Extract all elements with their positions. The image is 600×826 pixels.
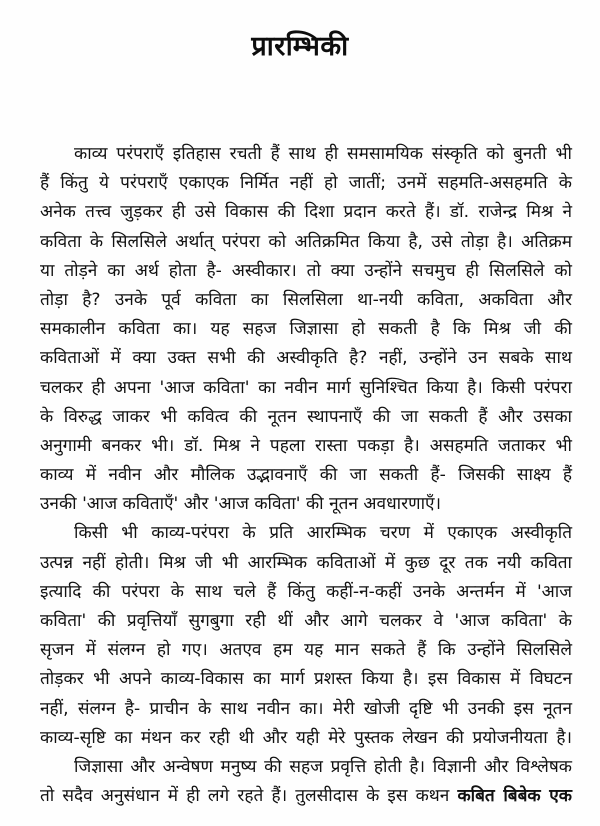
text-line: तोड़कर भी अपने काव्य-विकास का मार्ग प्रशस्त किया है। इस विकास में विघटन [40,669,572,690]
text-line: नहीं, संलग्न है- प्राचीन के साथ नवीन का। मेरी खोजी दृष्टि भी उनकी इस नूतन [40,698,572,719]
bold-quote-text: कबित बिबेक एक [457,786,572,807]
text-line: तोड़ा है? उनके पूर्व कविता का सिलसिला था-नयी कविता, अकविता और [40,289,572,310]
text-line: कविता' की प्रवृत्तियाँ सुगबुगा रही थीं और आगे चलकर वे 'आज कविता' के [40,611,572,631]
text-line: हैं किंतु ये परंपराएँ एकाएक निर्मित नहीं हो जातीं; उनमें सहमति-असहमति के [40,173,572,194]
text-line: कविता के सिलसिले अर्थात् परंपरा को अतिक्रमित किया है, उसे तोड़ा है। अतिक्रम [40,231,572,252]
text-line: इत्यादि की परंपरा के साथ चले हैं किंतु कहीं-न-कहीं उनके अन्तर्मन में 'आज [40,581,572,602]
text-line: जिज्ञासा और अन्वेषण मनुष्य की सहज प्रवृत्ति होती है। विज्ञानी और विश्लेषक [74,756,572,777]
text-line: के विरुद्ध जाकर भी कवित्व की नूतन स्थापनाएँ की जा सकती हैं और उसका [40,406,572,427]
body-text [40,140,572,811]
text-line: सृजन में संलग्न हो गए। अतएव हम यह मान सकते हैं कि उन्होंने सिलसिले [40,640,572,661]
text-line: समकालीन कविता का। यह सहज जिज्ञासा हो सकती है कि मिश्र जी की [40,319,572,340]
text-line: काव्य-सृष्टि का मंथन कर रही थी और यही मेरे पुस्तक लेखन की प्रयोजनीयता है। [40,727,572,748]
text-line: उत्पन्न नहीं होती। मिश्र जी भी आरम्भिक कविताओं में कुछ दूर तक नयी कविता [40,552,572,573]
text-line: किसी भी काव्य-परंपरा के प्रति आरम्भिक चरण में एकाएक अस्वीकृति [74,523,572,544]
text-line: कविताओं में क्या उक्त सभी की अस्वीकृति है? नहीं, उन्होंने उन सबके साथ [40,348,572,369]
text-line: या तोड़ने का अर्थ होता है- अस्वीकार। तो क्या उन्होंने सचमुच ही सिलसिले को [40,260,572,281]
text-line: चलकर ही अपना 'आज कविता' का नवीन मार्ग सुनिश्चित किया है। किसी परंपरा [40,377,572,398]
page-title: प्रारम्भिकी [251,31,349,62]
plain-text: तो सदैव अनुसंधान में ही लगे रहते हैं। तुलसीदास के इस कथन [40,786,458,807]
text-line: अनेक तत्त्व जुड़कर ही उसे विकास की दिशा प्रदान करते हैं। डॉ. राजेन्द्र मिश्र ने [40,202,572,223]
text-line: उनकी 'आज कविताएँ' और 'आज कविता' की नूतन अवधारणाएँ। [40,494,442,515]
text-line: अनुगामी बनकर भी। डॉ. मिश्र ने पहला रास्ता पकड़ा है। असहमति जताकर भी [40,435,572,456]
text-line: काव्य में नवीन और मौलिक उद्भावनाएँ की जा सकती हैं- जिसकी साक्ष्य हैं [40,465,572,486]
text-line-with-quote [40,782,572,811]
text-line: काव्य परंपराएँ इतिहास रचती हैं साथ ही समसामयिक संस्कृति को बुनती भी [74,144,572,164]
